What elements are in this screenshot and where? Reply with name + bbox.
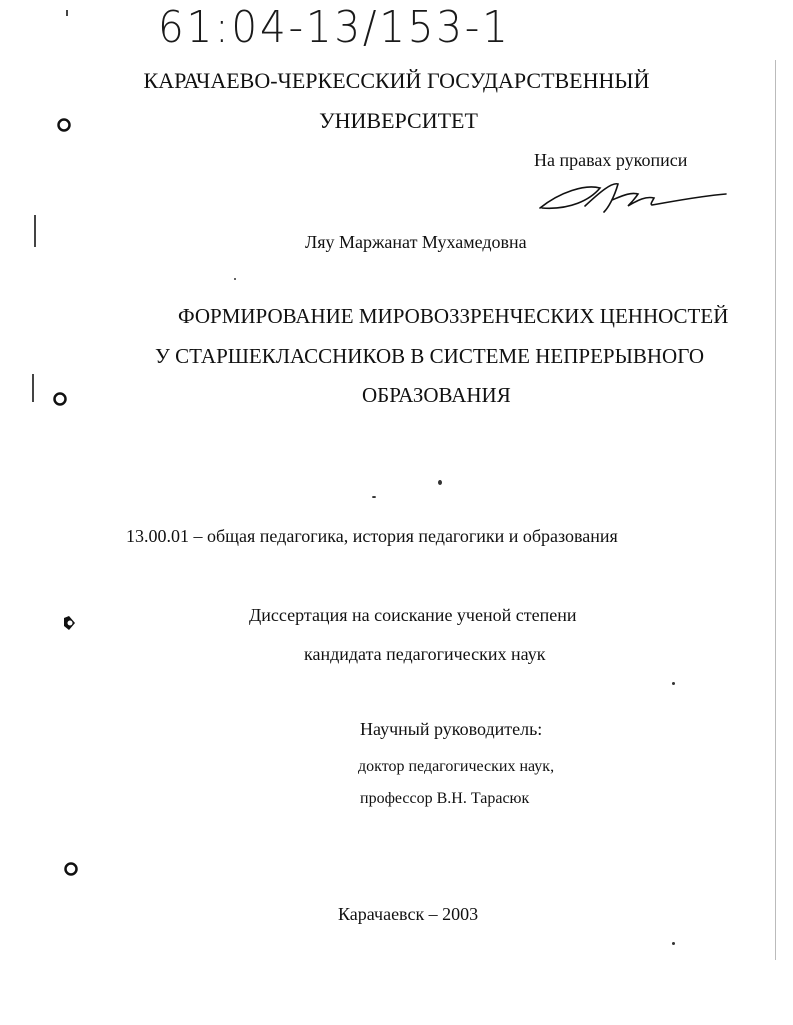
scan-speck	[672, 682, 675, 685]
degree-line-1: Диссертация на соискание ученой степени	[249, 605, 577, 625]
title-line-3: ОБРАЗОВАНИЯ	[362, 383, 511, 407]
supervisor-degree: доктор педагогических наук,	[358, 758, 555, 775]
punch-hole-icon	[60, 614, 80, 634]
place-year: Карачаевск – 2003	[338, 904, 479, 924]
author-name: Ляу Маржанат Мухамедовна	[305, 232, 527, 252]
rights-note: На правах рукописи	[534, 150, 688, 170]
scan-speck	[234, 278, 236, 280]
signature-icon	[530, 172, 730, 222]
punch-hole-icon	[56, 116, 74, 134]
scan-speck	[438, 480, 442, 485]
punch-hole-icon	[52, 390, 70, 408]
scan-speck	[372, 496, 376, 498]
scan-edge-mark	[66, 10, 68, 16]
scan-edge-mark	[32, 374, 34, 402]
punch-hole-icon	[62, 860, 80, 878]
degree-line-2: кандидата педагогических наук	[304, 644, 546, 664]
supervisor-name: профессор В.Н. Тарасюк	[360, 790, 530, 807]
title-line-1: ФОРМИРОВАНИЕ МИРОВОЗЗРЕНЧЕСКИХ ЦЕННОСТЕЙ	[178, 304, 729, 328]
scan-edge-mark	[775, 60, 776, 960]
specialty: 13.00.01 – общая педагогика, история педагогики и образования	[126, 526, 618, 546]
title-line-2: У СТАРШЕКЛАССНИКОВ В СИСТЕМЕ НЕПРЕРЫВНОГО	[155, 344, 705, 368]
university-line-1: КАРАЧАЕВО-ЧЕРКЕССКИЙ ГОСУДАРСТВЕННЫЙ	[143, 68, 650, 93]
scan-speck	[672, 942, 675, 945]
scan-edge-mark	[34, 215, 36, 247]
supervisor-label: Научный руководитель:	[360, 719, 543, 739]
archive-number: 61:04-13/153-1	[158, 2, 511, 53]
university-line-2: УНИВЕРСИТЕТ	[319, 108, 478, 133]
